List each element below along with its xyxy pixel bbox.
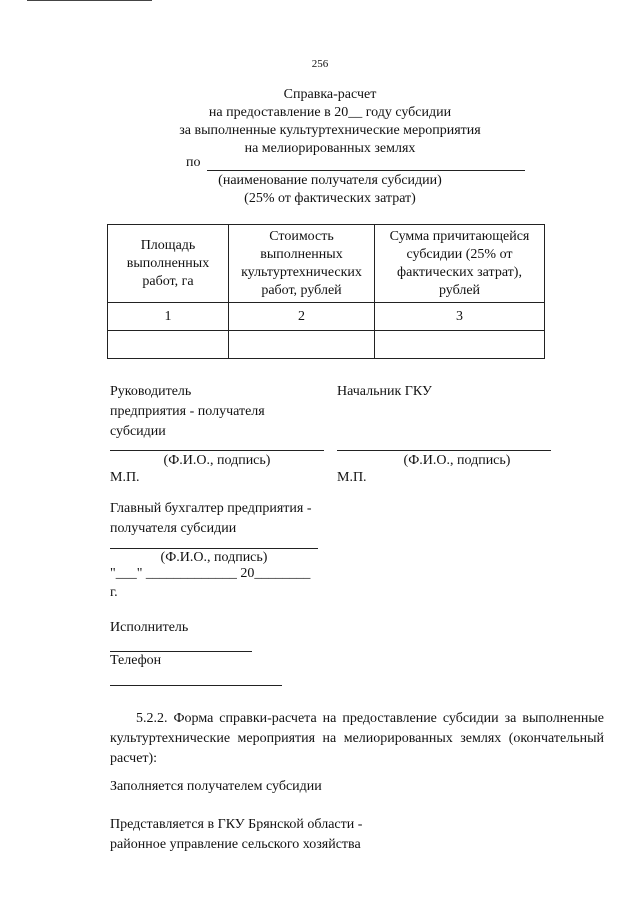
empty-cell bbox=[229, 331, 375, 359]
signature-line bbox=[110, 548, 318, 549]
calculation-table bbox=[107, 224, 545, 359]
date-line: "___" _____________ 20________ bbox=[110, 566, 311, 581]
empty-cell bbox=[108, 331, 229, 359]
fio-sign-caption: (Ф.И.О., подпись) bbox=[163, 453, 271, 468]
submitted-note: Представляется в ГКУ Брянской области - районное управление сельского хозяйства bbox=[110, 817, 363, 852]
signature-line bbox=[110, 450, 324, 451]
title-line: на предоставление в 20__ году субсидии bbox=[208, 105, 452, 120]
signature-line bbox=[337, 450, 551, 451]
stamp-mark: М.П. bbox=[337, 470, 367, 485]
header-area: Площадь выполненных работ, га bbox=[108, 225, 229, 303]
head-left-label: Руководитель предприятия - получателя субсидии bbox=[110, 384, 265, 439]
header-cost: Стоимость выполненных культуртехнических работ, рублей bbox=[229, 225, 375, 303]
recipient-fill-line bbox=[207, 156, 525, 171]
table-row bbox=[108, 303, 545, 331]
stamp-mark: М.П. bbox=[110, 470, 140, 485]
executor-label: Исполнитель bbox=[110, 620, 189, 635]
table-row bbox=[108, 331, 545, 359]
signature-line bbox=[110, 651, 252, 652]
empty-cell bbox=[375, 331, 545, 359]
rate-hint: (25% от фактических затрат) bbox=[244, 191, 416, 206]
column-number: 3 bbox=[375, 303, 545, 331]
fio-sign-caption: (Ф.И.О., подпись) bbox=[160, 550, 268, 565]
recipient-prefix: по bbox=[186, 155, 201, 170]
fio-sign-caption: (Ф.И.О., подпись) bbox=[403, 453, 511, 468]
top-rule bbox=[27, 0, 152, 1]
table-header-row bbox=[108, 225, 545, 303]
filled-by-note: Заполняется получателем субсидии bbox=[110, 779, 322, 794]
title-line: на мелиорированных землях bbox=[244, 141, 416, 156]
title-line: Справка-расчет bbox=[283, 87, 377, 102]
recipient-line bbox=[186, 155, 525, 171]
column-number: 2 bbox=[229, 303, 375, 331]
hint-block bbox=[150, 172, 510, 208]
year-suffix: г. bbox=[110, 585, 118, 600]
column-number: 1 bbox=[108, 303, 229, 331]
document-title bbox=[150, 86, 510, 158]
head-right-label: Начальник ГКУ bbox=[337, 384, 432, 399]
title-line: за выполненные культуртехнические мероприятия bbox=[179, 123, 481, 138]
accountant-label: Главный бухгалтер предприятия - получателя субсидии bbox=[110, 501, 312, 536]
section-paragraph: 5.2.2. Форма справки-расчета на предоставление субсидии за выполненные культуртехнические мероприятия на мелиорированных землях (окончательный расчет): bbox=[110, 711, 604, 766]
signature-line bbox=[110, 685, 282, 686]
phone-label: Телефон bbox=[110, 653, 162, 668]
page-number: 256 bbox=[311, 58, 329, 70]
header-subsidy: Сумма причитающейся субсидии (25% от фактических затрат), рублей bbox=[375, 225, 545, 303]
recipient-hint: (наименование получателя субсидии) bbox=[218, 173, 442, 188]
